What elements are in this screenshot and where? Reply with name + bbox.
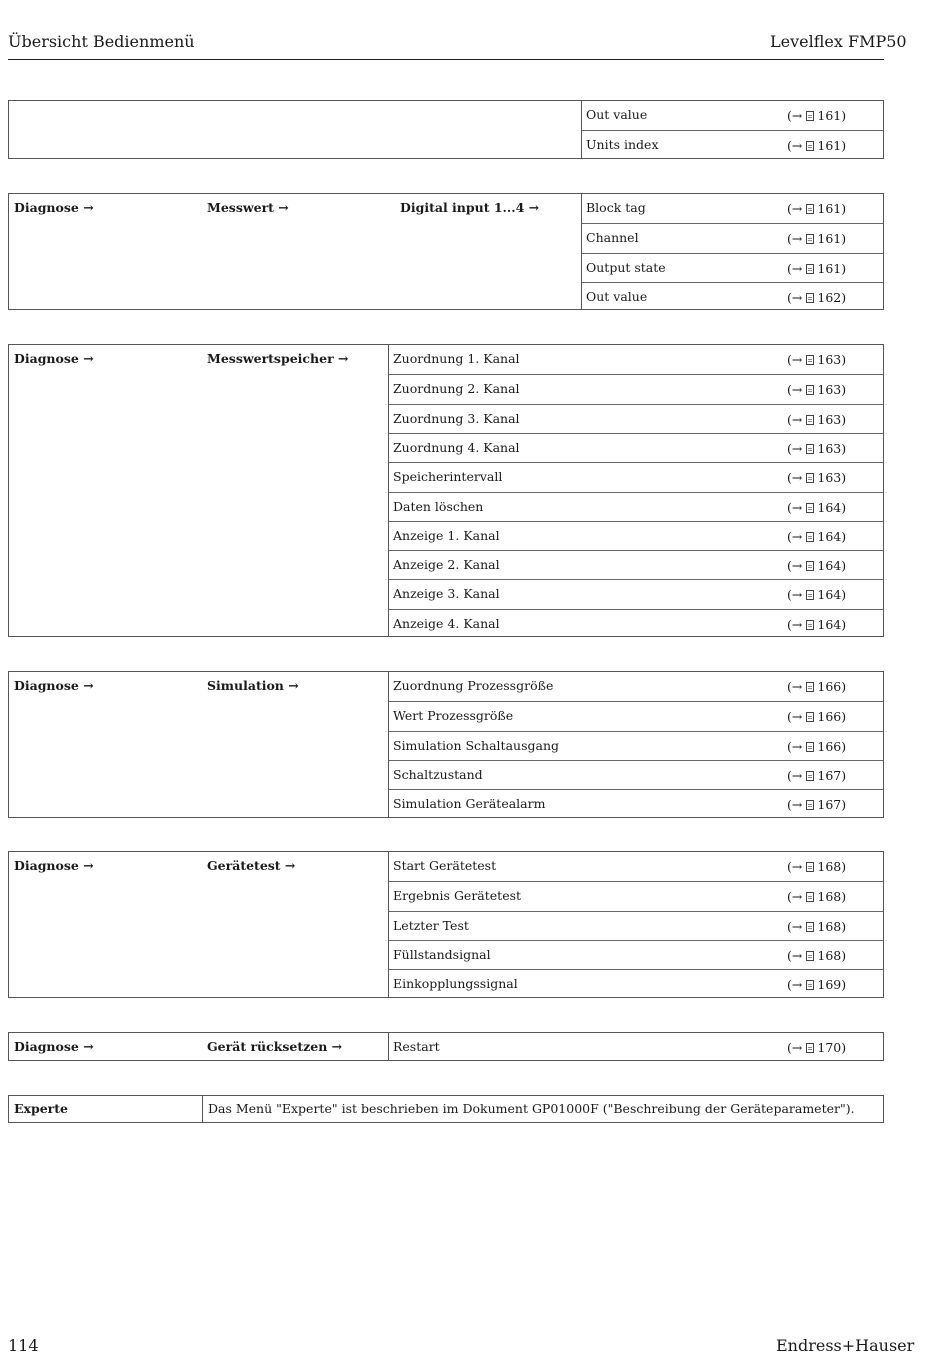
arrow-icon: →	[791, 919, 803, 934]
ref-open-paren: (	[787, 201, 792, 216]
page-reference	[787, 290, 846, 305]
parameter-row	[388, 521, 883, 550]
ref-close-paren: )	[841, 859, 847, 874]
arrow-icon: →	[791, 768, 803, 783]
ref-open-paren: (	[787, 977, 792, 992]
parameter-row	[581, 194, 883, 223]
menu-path-level-2: Gerätetest →	[207, 858, 296, 873]
page-reference	[787, 412, 846, 427]
ref-open-paren: (	[787, 587, 792, 602]
page-reference	[787, 382, 846, 397]
arrow-icon: →	[791, 587, 803, 602]
menu-table	[8, 100, 884, 159]
page-number-ref: 161	[817, 138, 842, 153]
page-reference	[787, 529, 846, 544]
parameter-row	[581, 282, 883, 311]
arrow-icon: →	[791, 470, 803, 485]
page-number-ref: 162	[817, 290, 842, 305]
arrow-icon: →	[791, 739, 803, 754]
document-page-icon	[806, 682, 814, 692]
page-number-ref: 166	[817, 709, 842, 724]
ref-close-paren: )	[841, 768, 847, 783]
arrow-icon: →	[791, 201, 803, 216]
parameter-name: Zuordnung 2. Kanal	[393, 381, 520, 396]
menu-path-level-1: Diagnose →	[14, 351, 94, 366]
ref-open-paren: (	[787, 108, 792, 123]
document-page-icon	[806, 800, 814, 810]
page-number-ref: 163	[817, 352, 842, 367]
ref-close-paren: )	[841, 231, 847, 246]
parameter-name: Anzeige 2. Kanal	[393, 557, 500, 572]
page-reference	[787, 739, 846, 754]
arrow-icon: →	[791, 352, 803, 367]
arrow-icon: →	[791, 617, 803, 632]
ref-close-paren: )	[841, 529, 847, 544]
parameter-row	[388, 1033, 883, 1062]
row-divider	[581, 101, 582, 158]
ref-open-paren: (	[787, 889, 792, 904]
arrow-icon: →	[791, 261, 803, 276]
experte-divider	[202, 1096, 203, 1122]
ref-open-paren: (	[787, 948, 792, 963]
document-page-icon	[806, 503, 814, 513]
document-page-icon	[806, 204, 814, 214]
menu-table	[8, 344, 884, 637]
row-divider	[388, 1033, 389, 1060]
parameter-row	[388, 462, 883, 491]
page-number-ref: 169	[817, 977, 842, 992]
ref-close-paren: )	[841, 617, 847, 632]
page-number-ref: 167	[817, 797, 842, 812]
parameter-name: Simulation Schaltausgang	[393, 738, 559, 753]
ref-open-paren: (	[787, 441, 792, 456]
row-divider	[388, 345, 389, 636]
page-reference	[787, 889, 846, 904]
page-number-ref: 166	[817, 679, 842, 694]
parameter-row	[388, 911, 883, 940]
ref-open-paren: (	[787, 470, 792, 485]
ref-open-paren: (	[787, 500, 792, 515]
parameter-row	[388, 701, 883, 730]
parameter-row	[581, 223, 883, 252]
experte-label: Experte	[14, 1101, 68, 1116]
page-reference	[787, 500, 846, 515]
parameter-row	[388, 433, 883, 462]
parameter-rows	[388, 852, 883, 997]
parameter-row	[388, 852, 883, 881]
arrow-icon: →	[791, 679, 803, 694]
document-page-icon	[806, 234, 814, 244]
ref-close-paren: )	[841, 441, 847, 456]
row-divider	[388, 852, 389, 997]
document-page-icon	[806, 590, 814, 600]
document-page-icon	[806, 355, 814, 365]
page-reference	[787, 470, 846, 485]
parameter-name: Anzeige 3. Kanal	[393, 586, 500, 601]
document-page-icon	[806, 264, 814, 274]
ref-open-paren: (	[787, 231, 792, 246]
parameter-name: Füllstandsignal	[393, 947, 491, 962]
parameter-rows	[388, 345, 883, 636]
ref-close-paren: )	[841, 679, 847, 694]
arrow-icon: →	[791, 290, 803, 305]
parameter-name: Anzeige 4. Kanal	[393, 616, 500, 631]
parameter-row	[388, 731, 883, 760]
ref-close-paren: )	[841, 201, 847, 216]
parameter-name: Letzter Test	[393, 918, 469, 933]
document-page-icon	[806, 862, 814, 872]
page-number-ref: 163	[817, 412, 842, 427]
menu-path-level-1: Diagnose →	[14, 678, 94, 693]
arrow-icon: →	[791, 108, 803, 123]
parameter-name: Units index	[586, 137, 659, 152]
page-header-right: Levelflex FMP50	[770, 32, 907, 51]
ref-open-paren: (	[787, 859, 792, 874]
ref-close-paren: )	[841, 108, 847, 123]
menu-table	[8, 851, 884, 998]
row-divider	[388, 672, 389, 817]
parameter-name: Channel	[586, 230, 639, 245]
parameter-row	[388, 672, 883, 701]
page-reference	[787, 231, 846, 246]
ref-open-paren: (	[787, 382, 792, 397]
page-reference	[787, 201, 846, 216]
document-page-icon	[806, 532, 814, 542]
page-number-ref: 161	[817, 231, 842, 246]
document-page-icon	[806, 141, 814, 151]
ref-open-paren: (	[787, 352, 792, 367]
page-number-ref: 163	[817, 470, 842, 485]
document-page-icon	[806, 980, 814, 990]
ref-open-paren: (	[787, 768, 792, 783]
ref-close-paren: )	[841, 587, 847, 602]
ref-open-paren: (	[787, 679, 792, 694]
parameter-row	[388, 789, 883, 818]
arrow-icon: →	[791, 412, 803, 427]
page-reference	[787, 948, 846, 963]
ref-close-paren: )	[841, 382, 847, 397]
ref-open-paren: (	[787, 797, 792, 812]
ref-close-paren: )	[841, 290, 847, 305]
ref-close-paren: )	[841, 889, 847, 904]
arrow-icon: →	[791, 977, 803, 992]
parameter-row	[581, 101, 883, 130]
parameter-name: Block tag	[586, 200, 646, 215]
ref-open-paren: (	[787, 290, 792, 305]
document-page-icon	[806, 444, 814, 454]
parameter-name: Zuordnung 3. Kanal	[393, 411, 520, 426]
page-number-ref: 164	[817, 558, 842, 573]
ref-open-paren: (	[787, 412, 792, 427]
ref-close-paren: )	[841, 1040, 847, 1055]
menu-path-level-2: Messwert →	[207, 200, 289, 215]
page-reference	[787, 441, 846, 456]
document-page-icon	[806, 712, 814, 722]
document-page-icon	[806, 742, 814, 752]
page-number-ref: 164	[817, 587, 842, 602]
ref-close-paren: )	[841, 558, 847, 573]
arrow-icon: →	[791, 382, 803, 397]
page-number-ref: 161	[817, 108, 842, 123]
document-page-icon	[806, 415, 814, 425]
page-reference	[787, 768, 846, 783]
menu-path-level-2: Simulation →	[207, 678, 299, 693]
page-reference	[787, 977, 846, 992]
page-reference	[787, 919, 846, 934]
page-reference	[787, 1040, 846, 1055]
ref-open-paren: (	[787, 709, 792, 724]
parameter-row	[581, 130, 883, 159]
arrow-icon: →	[791, 709, 803, 724]
arrow-icon: →	[791, 500, 803, 515]
page-number-ref: 167	[817, 768, 842, 783]
ref-open-paren: (	[787, 739, 792, 754]
parameter-row	[388, 374, 883, 403]
parameter-rows	[388, 1033, 883, 1060]
experte-description: Das Menü "Experte" ist beschrieben im Dokument GP01000F ("Beschreibung der Geräteparameter").	[208, 1101, 855, 1116]
page-reference	[787, 859, 846, 874]
parameter-name: Ergebnis Gerätetest	[393, 888, 522, 903]
parameter-rows	[581, 101, 883, 158]
parameter-name: Output state	[586, 260, 666, 275]
footer-brand: Endress+Hauser	[776, 1336, 915, 1355]
arrow-icon: →	[791, 138, 803, 153]
ref-close-paren: )	[841, 412, 847, 427]
page-reference	[787, 617, 846, 632]
document-page-icon	[806, 771, 814, 781]
page-reference	[787, 797, 846, 812]
parameter-name: Out value	[586, 289, 648, 304]
ref-close-paren: )	[841, 948, 847, 963]
page-number: 114	[8, 1336, 39, 1355]
arrow-icon: →	[791, 529, 803, 544]
menu-path-level-3: Digital input 1...4 →	[400, 200, 540, 215]
parameter-row	[388, 881, 883, 910]
page-number-ref: 170	[817, 1040, 842, 1055]
ref-close-paren: )	[841, 352, 847, 367]
page-reference	[787, 261, 846, 276]
ref-open-paren: (	[787, 529, 792, 544]
page-number-ref: 164	[817, 617, 842, 632]
parameter-row	[388, 345, 883, 374]
page-reference	[787, 587, 846, 602]
parameter-name: Schaltzustand	[393, 767, 483, 782]
parameter-row	[388, 550, 883, 579]
document-page-icon	[806, 951, 814, 961]
parameter-name: Wert Prozessgröße	[393, 708, 514, 723]
parameter-row	[388, 609, 883, 638]
document-page-icon	[806, 922, 814, 932]
page-number-ref: 168	[817, 948, 842, 963]
page-number-ref: 168	[817, 919, 842, 934]
page-number-ref: 161	[817, 261, 842, 276]
ref-close-paren: )	[841, 977, 847, 992]
arrow-icon: →	[791, 797, 803, 812]
parameter-row	[388, 404, 883, 433]
ref-close-paren: )	[841, 261, 847, 276]
ref-open-paren: (	[787, 261, 792, 276]
menu-path-level-2: Gerät rücksetzen →	[207, 1039, 343, 1054]
page-reference	[787, 108, 846, 123]
ref-open-paren: (	[787, 1040, 792, 1055]
page-number-ref: 164	[817, 500, 842, 515]
document-page-icon	[806, 892, 814, 902]
page-reference	[787, 138, 846, 153]
page-number-ref: 166	[817, 739, 842, 754]
arrow-icon: →	[791, 1040, 803, 1055]
ref-open-paren: (	[787, 558, 792, 573]
parameter-name: Daten löschen	[393, 499, 484, 514]
menu-path-level-1: Diagnose →	[14, 200, 94, 215]
parameter-name: Restart	[393, 1039, 440, 1054]
parameter-name: Out value	[586, 107, 648, 122]
document-page-icon	[806, 111, 814, 121]
ref-open-paren: (	[787, 919, 792, 934]
menu-path-level-1: Diagnose →	[14, 858, 94, 873]
parameter-name: Anzeige 1. Kanal	[393, 528, 500, 543]
document-page-icon	[806, 1043, 814, 1053]
ref-close-paren: )	[841, 138, 847, 153]
parameter-name: Zuordnung 4. Kanal	[393, 440, 520, 455]
document-page-icon	[806, 473, 814, 483]
ref-close-paren: )	[841, 739, 847, 754]
parameter-name: Einkopplungssignal	[393, 976, 518, 991]
parameter-rows	[581, 194, 883, 309]
parameter-name: Simulation Gerätealarm	[393, 796, 546, 811]
menu-path-level-1: Diagnose →	[14, 1039, 94, 1054]
page-number-ref: 161	[817, 201, 842, 216]
parameter-row	[388, 969, 883, 998]
arrow-icon: →	[791, 231, 803, 246]
parameter-row	[388, 492, 883, 521]
page-reference	[787, 679, 846, 694]
page-number-ref: 163	[817, 382, 842, 397]
arrow-icon: →	[791, 558, 803, 573]
arrow-icon: →	[791, 889, 803, 904]
page-reference	[787, 709, 846, 724]
header-rule	[8, 59, 884, 60]
menu-table	[8, 1032, 884, 1061]
document-page-icon	[806, 385, 814, 395]
experte-table	[8, 1095, 884, 1123]
ref-close-paren: )	[841, 919, 847, 934]
parameter-row	[388, 579, 883, 608]
parameter-row	[581, 253, 883, 282]
document-page-icon	[806, 561, 814, 571]
parameter-name: Speicherintervall	[393, 469, 503, 484]
ref-open-paren: (	[787, 617, 792, 632]
ref-close-paren: )	[841, 470, 847, 485]
menu-table	[8, 671, 884, 818]
page-reference	[787, 352, 846, 367]
page-reference	[787, 558, 846, 573]
arrow-icon: →	[791, 441, 803, 456]
menu-table	[8, 193, 884, 310]
document-page-icon	[806, 620, 814, 630]
parameter-row	[388, 760, 883, 789]
arrow-icon: →	[791, 948, 803, 963]
page-number-ref: 164	[817, 529, 842, 544]
page-number-ref: 163	[817, 441, 842, 456]
arrow-icon: →	[791, 859, 803, 874]
page-header-left: Übersicht Bedienmenü	[8, 32, 195, 51]
parameter-name: Zuordnung 1. Kanal	[393, 351, 520, 366]
menu-path-level-2: Messwertspeicher →	[207, 351, 349, 366]
ref-close-paren: )	[841, 797, 847, 812]
ref-open-paren: (	[787, 138, 792, 153]
ref-close-paren: )	[841, 709, 847, 724]
parameter-name: Start Gerätetest	[393, 858, 497, 873]
document-page-icon	[806, 293, 814, 303]
parameter-rows	[388, 672, 883, 817]
page-number-ref: 168	[817, 859, 842, 874]
row-divider	[581, 194, 582, 309]
parameter-name: Zuordnung Prozessgröße	[393, 678, 554, 693]
parameter-row	[388, 940, 883, 969]
page-number-ref: 168	[817, 889, 842, 904]
ref-close-paren: )	[841, 500, 847, 515]
